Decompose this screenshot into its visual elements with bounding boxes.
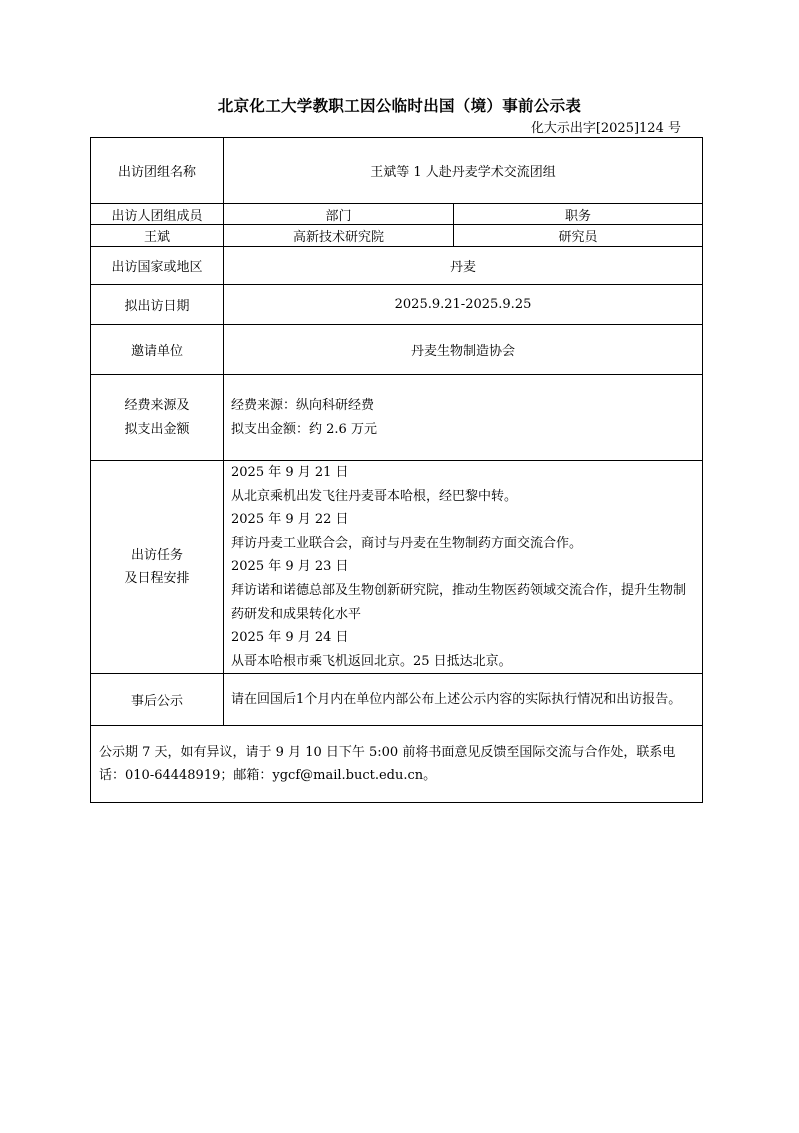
row-members-header <box>91 204 703 225</box>
schedule-line: 2025 年 9 月 21 日 <box>231 465 349 480</box>
funding-label-line2: 拟支出金额 <box>124 421 190 437</box>
row-destination <box>91 247 703 285</box>
member-position: 研究员 <box>454 225 703 247</box>
inviter-label: 邀请单位 <box>91 325 224 375</box>
destination-value: 丹麦 <box>224 247 703 285</box>
document-number: 化大示出字[2025]124 号 <box>530 121 681 136</box>
disclosure-table <box>90 137 703 803</box>
dates-label: 拟出访日期 <box>91 285 224 325</box>
title-column-header: 职务 <box>454 204 703 225</box>
row-member <box>91 225 703 247</box>
schedule-line: 拜访诺和诺德总部及生物创新研究院，推动生物医药领域交流合作，提升生物制药研发和成果转化水平 <box>231 582 687 622</box>
schedule-label-line1: 出访任务 <box>130 547 183 563</box>
row-schedule <box>91 461 703 674</box>
member-name: 王斌 <box>91 225 224 247</box>
row-funding <box>91 375 703 461</box>
funding-label-line1: 经费来源及 <box>124 397 190 413</box>
schedule-line: 2025 年 9 月 23 日 <box>231 559 349 575</box>
page-title: 北京化工大学教职工因公临时出国（境）事前公示表 <box>217 97 582 115</box>
row-post-notice <box>91 674 703 726</box>
members-label: 出访人团组成员 <box>91 204 224 225</box>
member-dept: 高新技术研究院 <box>224 225 454 247</box>
inviter-value: 丹麦生物制造协会 <box>224 325 703 375</box>
post-notice-value: 请在回国后1个月内在单位内部公布上述公示内容的实际执行情况和出访报告。 <box>224 674 703 726</box>
schedule-line: 从哥本哈根市乘飞机返回北京。25 日抵达北京。 <box>231 653 512 669</box>
row-inviter <box>91 325 703 375</box>
funding-source: 经费来源：纵向科研经费 <box>231 397 375 413</box>
row-footer-notice <box>91 726 703 803</box>
funding-amount: 拟支出金额：约 2.6 万元 <box>231 421 377 437</box>
schedule-value <box>224 461 703 674</box>
funding-value <box>224 375 703 461</box>
dept-column-header: 部门 <box>224 204 454 225</box>
destination-label: 出访国家或地区 <box>91 247 224 285</box>
row-dates <box>91 285 703 325</box>
funding-label <box>91 375 224 461</box>
schedule-label-line2: 及日程安排 <box>124 571 190 587</box>
footer-notice: 公示期 7 天，如有异议，请于 9 月 10 日下午 5:00 前将书面意见反馈至国际交流与合作处，联系电话：010-64448919；邮箱：ygcf@mail.buct.edu.cn。 <box>91 726 703 803</box>
group-name-value: 王斌等 1 人赴丹麦学术交流团组 <box>224 138 703 204</box>
schedule-line: 2025 年 9 月 22 日 <box>231 512 349 528</box>
dates-value: 2025.9.21-2025.9.25 <box>224 285 703 325</box>
schedule-line: 2025 年 9 月 24 日 <box>231 630 349 646</box>
schedule-label <box>91 461 224 674</box>
schedule-line: 拜访丹麦工业联合会，商讨与丹麦在生物制药方面交流合作。 <box>231 535 583 551</box>
post-notice-label: 事后公示 <box>91 674 224 726</box>
schedule-line: 从北京乘机出发飞往丹麦哥本哈根，经巴黎中转。 <box>231 488 518 504</box>
group-name-label: 出访团组名称 <box>91 138 224 204</box>
row-group-name <box>91 138 703 204</box>
